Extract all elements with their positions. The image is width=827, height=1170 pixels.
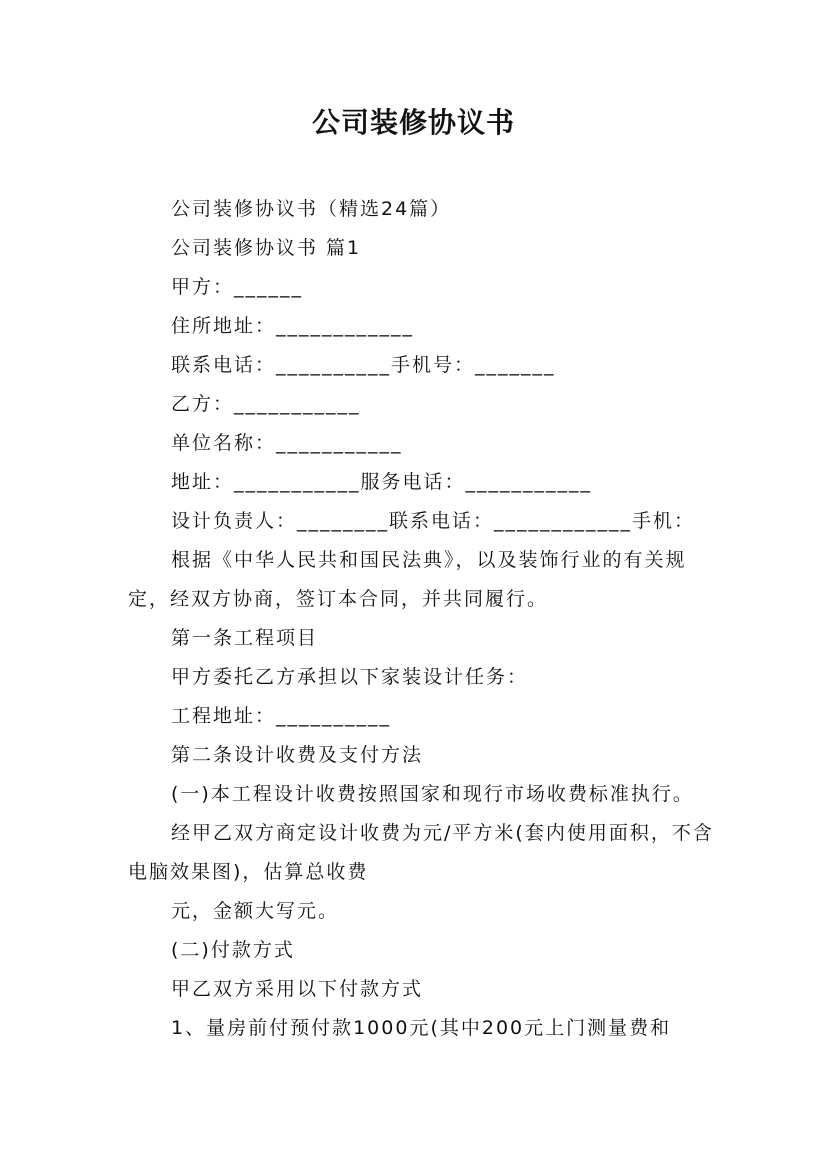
project-address-line: 工程地址：__________ [171, 705, 392, 727]
company-name-line: 单位名称：___________ [171, 432, 403, 454]
payment-method-heading: (二)付款方式 [171, 939, 295, 961]
contact-phone-line: 联系电话：__________手机号：_______ [171, 354, 556, 376]
commission-line: 甲方委托乙方承担以下家装设计任务： [171, 666, 529, 688]
party-a-line: 甲方：______ [171, 276, 304, 298]
address-line: 住所地址：____________ [171, 315, 415, 337]
payment-item-1: 1、量房前付预付款1000元(其中200元上门测量费和 [171, 1017, 672, 1039]
document-body [128, 190, 718, 1048]
article-1-heading: 第一条工程项目 [171, 627, 319, 649]
amount-line: 元，金额大写元。 [171, 900, 340, 922]
designer-line: 设计负责人：________联系电话：____________手机： [171, 510, 696, 532]
legal-basis-paragraph: 根据《中华人民共和国民法典》，以及装饰行业的有关规定，经双方协商，签订本合同，并共同履行。 [128, 549, 687, 610]
payment-intro-line: 甲乙双方采用以下付款方式 [171, 978, 424, 1000]
article-2-heading: 第二条设计收费及支付方法 [171, 744, 424, 766]
address-service-phone-line: 地址：___________服务电话：___________ [171, 471, 593, 493]
fee-standard-line: (一)本工程设计收费按照国家和现行市场收费标准执行。 [171, 783, 694, 805]
section-heading: 公司装修协议书 篇1 [171, 237, 362, 259]
document-title: 公司装修协议书 [311, 106, 515, 139]
fee-agreement-paragraph: 经甲乙双方商定设计收费为元/平方米(套内使用面积，不含电脑效果图)，估算总收费 [128, 822, 714, 883]
subtitle-line: 公司装修协议书（精选24篇） [171, 198, 452, 220]
party-b-line: 乙方：___________ [171, 393, 361, 415]
